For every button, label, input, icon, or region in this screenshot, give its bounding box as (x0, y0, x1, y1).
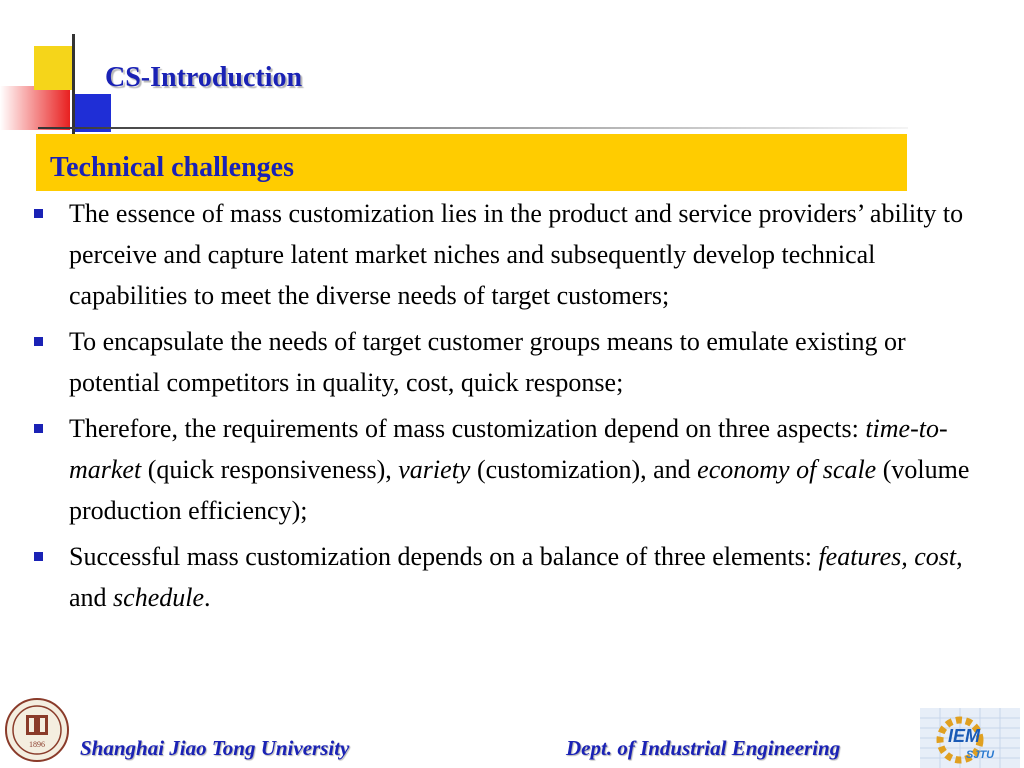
bullet-text (69, 321, 982, 403)
slide-subtitle: Technical challenges (50, 152, 294, 183)
footer-department-name: Dept. of Industrial Engineering (566, 736, 841, 760)
bullet-text-segment: To encapsulate the needs of target customer groups means to emulate existing or potential competitors in quality, cost, quick response; (69, 327, 906, 397)
bullet-text (69, 536, 982, 618)
bullet-text-segment: , and (69, 542, 963, 612)
decorative-vertical-line (72, 34, 75, 134)
bullet-text-segment: Therefore, the requirements of mass customization depend on three aspects: (69, 414, 866, 443)
footer-university-name: Shanghai Jiao Tong University (80, 736, 350, 760)
bullet-item (32, 536, 982, 618)
bullet-list (32, 193, 982, 623)
bullet-square-icon (34, 424, 43, 433)
emphasized-term: time-to-market (69, 414, 948, 484)
bullet-square-icon (34, 552, 43, 561)
bullet-text-segment: (quick responsiveness), (141, 455, 399, 484)
emphasized-term: features, cost (818, 542, 957, 571)
bullet-text (69, 408, 982, 531)
iem-logo (920, 708, 1020, 768)
emphasized-term: schedule (113, 583, 205, 612)
decorative-red-block (0, 86, 70, 130)
emphasized-term: variety (398, 455, 471, 484)
iem-logo-subtext: SJTU (966, 749, 995, 761)
bullet-text-segment: (volume production efficiency); (69, 455, 970, 525)
decorative-horizontal-line (38, 127, 908, 129)
seal-year: 1896 (29, 740, 45, 749)
bullet-text (69, 193, 982, 316)
bullet-square-icon (34, 337, 43, 346)
bullet-text-segment: (customization), and (470, 455, 698, 484)
bullet-text-segment: The essence of mass customization lies in the product and service providers’ ability to perceive and capture latent market niches and subsequently develop technical capabilities to meet the diverse needs of target customers; (69, 199, 964, 310)
bullet-text-segment: Successful mass customization depends on a balance of three elements: (69, 542, 819, 571)
slide-title: CS-Introduction (105, 62, 303, 93)
emphasized-term: economy of scale (697, 455, 877, 484)
decorative-yellow-block (34, 46, 74, 90)
bullet-square-icon (34, 209, 43, 218)
iem-logo-text: IEM (948, 726, 981, 746)
bullet-item (32, 408, 982, 531)
university-seal-logo (4, 697, 70, 763)
bullet-item (32, 193, 982, 316)
bullet-item (32, 321, 982, 403)
bullet-text-segment: . (204, 583, 211, 612)
